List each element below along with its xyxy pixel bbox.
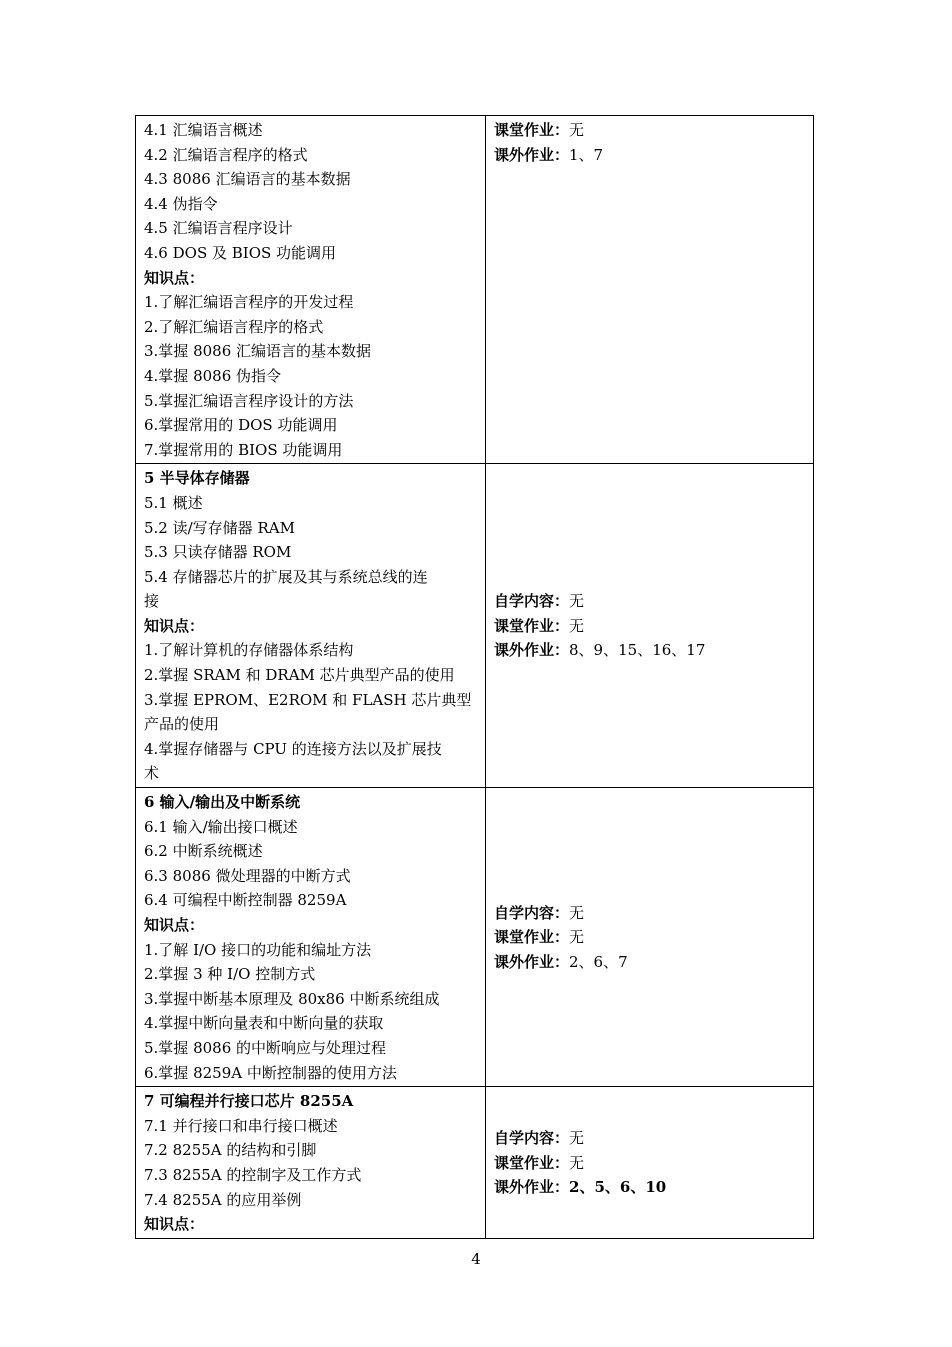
assignment-cell bbox=[486, 464, 814, 788]
assignment-line bbox=[494, 143, 805, 168]
assignment-label: 课堂作业： bbox=[494, 1153, 570, 1172]
content-line: 6.掌握 8259A 中断控制器的使用方法 bbox=[144, 1063, 397, 1082]
content-line: 4.3 8086 汇编语言的基本数据 bbox=[144, 170, 351, 189]
content-line: 1.了解计算机的存储器体系结构 bbox=[144, 641, 354, 660]
assignment-value: 无 bbox=[569, 903, 585, 922]
assignment-value: 2、5、6、10 bbox=[569, 1178, 667, 1197]
content-line: 6.4 可编程中断控制器 8259A bbox=[144, 891, 347, 910]
assignment-line bbox=[494, 1175, 805, 1200]
syllabus-table bbox=[135, 115, 814, 1239]
content-line: 4.1 汇编语言概述 bbox=[144, 121, 263, 139]
content-line: 3.掌握中断基本原理及 80x86 中断系统组成 bbox=[144, 989, 440, 1008]
section-heading: 知识点： bbox=[144, 616, 205, 635]
assignment-cell bbox=[486, 116, 814, 464]
assignment-label: 自学内容： bbox=[494, 903, 570, 922]
content-line: 6.2 中断系统概述 bbox=[144, 842, 263, 861]
page-number: 4 bbox=[471, 1250, 481, 1268]
table-row bbox=[136, 464, 814, 788]
content-line: 5.3 只读存储器 ROM bbox=[144, 543, 292, 562]
section-heading: 7 可编程并行接口芯片 8255A bbox=[144, 1092, 354, 1111]
content-line: 6.1 输入/输出接口概述 bbox=[144, 817, 298, 836]
content-line: 2.掌握 SRAM 和 DRAM 芯片典型产品的使用 bbox=[144, 666, 455, 685]
content-line: 5.2 读/写存储器 RAM bbox=[144, 518, 295, 537]
content-line: 5.掌握 8086 的中断响应与处理过程 bbox=[144, 1038, 387, 1057]
assignment-value: 无 bbox=[569, 121, 585, 139]
assignment-value: 2、6、7 bbox=[569, 952, 628, 971]
section-heading: 6 输入/输出及中断系统 bbox=[144, 793, 301, 812]
chapter-content-cell bbox=[136, 464, 486, 788]
assignment-line bbox=[494, 1126, 805, 1151]
chapter-content-cell bbox=[136, 1087, 486, 1239]
content-line: 4.掌握中断向量表和中断向量的获取 bbox=[144, 1014, 384, 1033]
content-line: 7.3 8255A 的控制字及工作方式 bbox=[144, 1165, 362, 1184]
content-line: 2.掌握 3 种 I/O 控制方式 bbox=[144, 965, 316, 984]
assignment-label: 课外作业： bbox=[494, 641, 570, 660]
assignment-line bbox=[494, 950, 805, 975]
assignment-cell bbox=[486, 788, 814, 1087]
content-line: 产品的使用 bbox=[144, 715, 220, 734]
content-line: 1.了解汇编语言程序的开发过程 bbox=[144, 293, 354, 312]
content-line: 4.掌握存储器与 CPU 的连接方法以及扩展技 bbox=[144, 739, 442, 758]
assignment-value: 无 bbox=[569, 616, 585, 635]
chapter-content-cell bbox=[136, 788, 486, 1087]
content-line: 4.掌握 8086 伪指令 bbox=[144, 366, 282, 385]
assignment-line bbox=[494, 925, 805, 950]
assignment-value: 无 bbox=[569, 592, 585, 611]
assignment-value: 1、7 bbox=[569, 145, 604, 164]
section-heading: 知识点： bbox=[144, 268, 205, 287]
content-line: 5.1 概述 bbox=[144, 493, 203, 512]
assignment-value: 无 bbox=[569, 928, 585, 947]
content-line: 3.掌握 8086 汇编语言的基本数据 bbox=[144, 342, 372, 361]
content-line: 接 bbox=[144, 592, 160, 611]
assignment-label: 课外作业： bbox=[494, 145, 570, 164]
assignment-label: 自学内容： bbox=[494, 1129, 570, 1148]
assignment-label: 课堂作业： bbox=[494, 121, 570, 139]
content-line: 4.5 汇编语言程序设计 bbox=[144, 219, 293, 238]
assignment-line bbox=[494, 614, 805, 639]
assignment-line bbox=[494, 589, 805, 614]
assignment-label: 课外作业： bbox=[494, 952, 570, 971]
content-line: 4.6 DOS 及 BIOS 功能调用 bbox=[144, 243, 337, 262]
assignment-line bbox=[494, 118, 805, 143]
content-line: 6.掌握常用的 DOS 功能调用 bbox=[144, 416, 338, 435]
content-line: 4.2 汇编语言程序的格式 bbox=[144, 145, 308, 164]
assignment-label: 课堂作业： bbox=[494, 928, 570, 947]
table-row bbox=[136, 1087, 814, 1239]
content-line: 1.了解 I/O 接口的功能和编址方法 bbox=[144, 940, 372, 959]
section-heading: 5 半导体存储器 bbox=[144, 469, 250, 488]
content-line: 5.4 存储器芯片的扩展及其与系统总线的连 bbox=[144, 567, 428, 586]
content-line: 7.掌握常用的 BIOS 功能调用 bbox=[144, 440, 343, 459]
table-row bbox=[136, 788, 814, 1087]
content-line: 3.掌握 EPROM、E2ROM 和 FLASH 芯片典型 bbox=[144, 690, 472, 709]
assignment-value: 8、9、15、16、17 bbox=[569, 641, 706, 660]
content-line: 4.4 伪指令 bbox=[144, 194, 218, 213]
chapter-content-cell bbox=[136, 116, 486, 464]
assignment-value: 无 bbox=[569, 1153, 585, 1172]
section-heading: 知识点： bbox=[144, 916, 205, 934]
assignment-cell bbox=[486, 1087, 814, 1239]
assignment-line bbox=[494, 901, 805, 926]
content-line: 2.了解汇编语言程序的格式 bbox=[144, 317, 324, 336]
assignment-line bbox=[494, 638, 805, 663]
content-line: 7.4 8255A 的应用举例 bbox=[144, 1190, 302, 1209]
content-line: 7.2 8255A 的结构和引脚 bbox=[144, 1141, 317, 1160]
assignment-label: 课外作业： bbox=[494, 1178, 570, 1197]
content-line: 5.掌握汇编语言程序设计的方法 bbox=[144, 391, 354, 410]
table-row bbox=[136, 116, 814, 464]
assignment-value: 无 bbox=[569, 1129, 585, 1148]
content-line: 术 bbox=[144, 764, 160, 783]
section-heading: 知识点： bbox=[144, 1215, 205, 1234]
assignment-label: 课堂作业： bbox=[494, 616, 570, 635]
assignment-line bbox=[494, 1151, 805, 1176]
content-line: 6.3 8086 微处理器的中断方式 bbox=[144, 866, 351, 885]
assignment-label: 自学内容： bbox=[494, 592, 570, 611]
syllabus-body bbox=[136, 116, 814, 1239]
content-line: 7.1 并行接口和串行接口概述 bbox=[144, 1116, 338, 1135]
